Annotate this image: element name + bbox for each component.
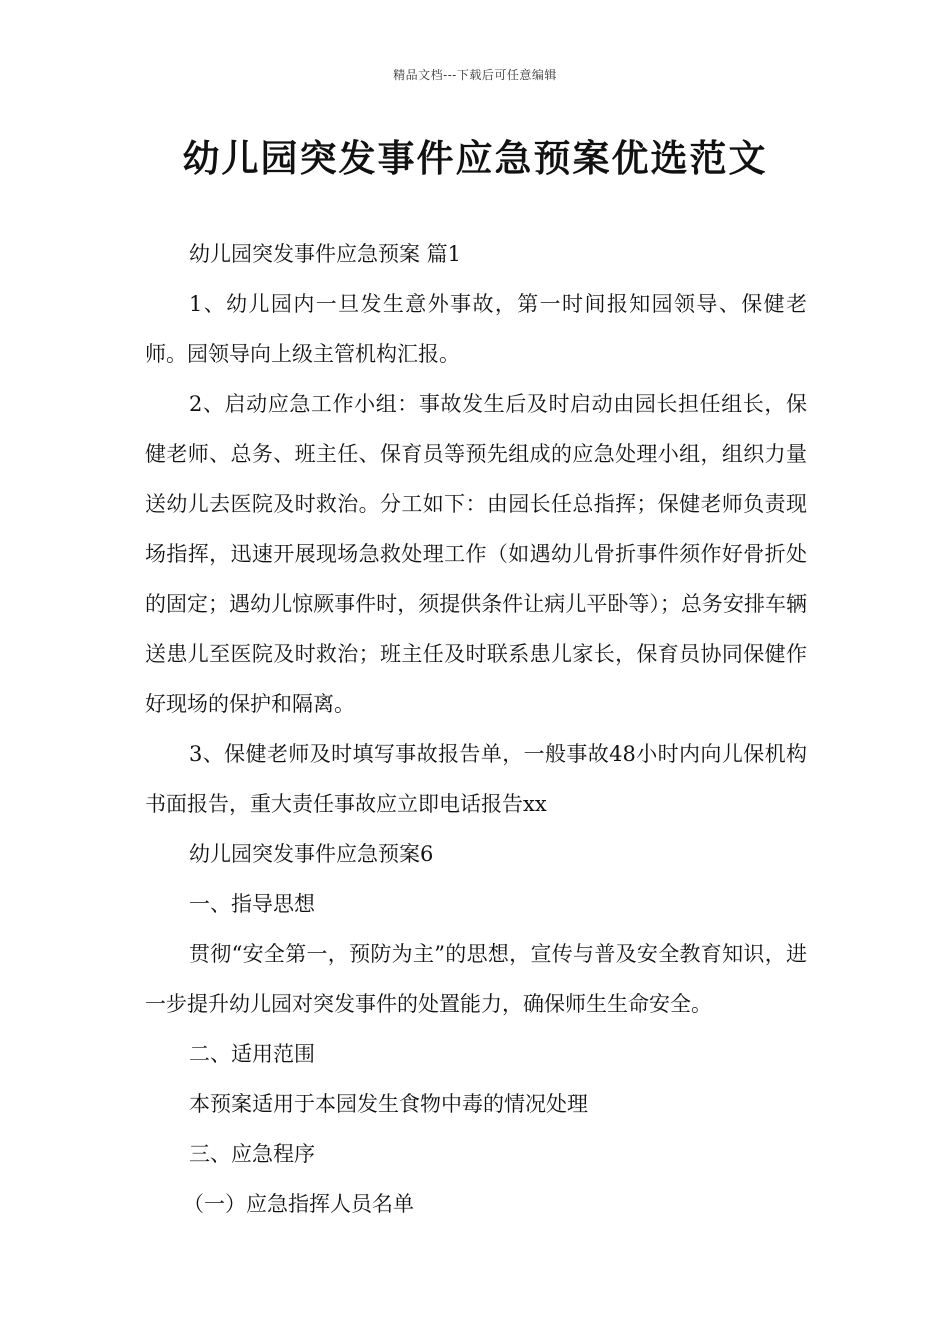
heading-guiding-idea: 一、指导思想: [189, 892, 315, 916]
header-note: 精品文档---下载后可任意编辑: [393, 68, 557, 82]
section-heading-part-1: 幼儿园突发事件应急预案 篇1: [189, 242, 462, 266]
paragraph-scope: 本预案适用于本园发生食物中毒的情况处理: [189, 1092, 588, 1116]
document-title: 幼儿园突发事件应急预案优选范文: [182, 137, 768, 180]
heading-scope: 二、适用范围: [189, 1042, 315, 1066]
paragraph-item-1: 1、幼儿园内一旦发生意外事故，第一时间报知园领导、保健老师。园领导向上级主管机构汇报。: [145, 292, 807, 366]
subheading-command-list: （一）应急指挥人员名单: [183, 1192, 414, 1216]
document-body: [145, 229, 807, 1229]
heading-procedure: 三、应急程序: [189, 1142, 315, 1166]
paragraph-item-3: 3、保健老师及时填写事故报告单，一般事故48小时内向儿保机构书面报告，重大责任事故应立即电话报告xx: [145, 742, 807, 816]
paragraph-guiding-idea: 贯彻“安全第一，预防为主”的思想，宣传与普及安全教育知识，进一步提升幼儿园对突发事件的处置能力，确保师生生命安全。: [145, 942, 807, 1016]
paragraph-item-2: 2、启动应急工作小组：事故发生后及时启动由园长担任组长，保健老师、总务、班主任、保育员等预先组成的应急处理小组，组织力量送幼儿去医院及时救治。分工如下：由园长任总指挥；保健老师负责现场指挥，迅速开展现场急救处理工作（如遇幼儿骨折事件须作好骨折处的固定；遇幼儿惊厥事件时，须提供条件让病儿平卧等）；总务安排车辆送患儿至医院及时救治；班主任及时联系患儿家长，保育员协同保健作好现场的保护和隔离。: [145, 392, 807, 716]
section-heading-part-6: 幼儿园突发事件应急预案6: [189, 842, 434, 866]
